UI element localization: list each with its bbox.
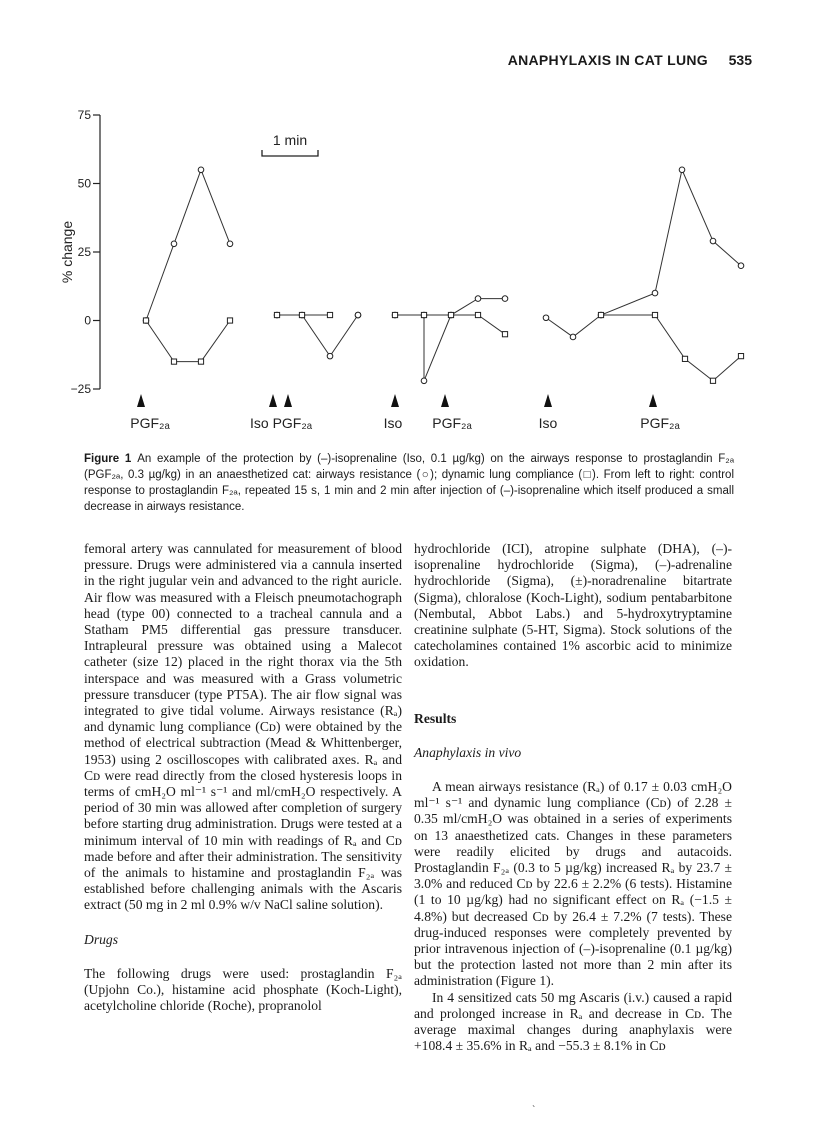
running-title: ANAPHYLAXIS IN CAT LUNG bbox=[507, 52, 708, 68]
resistance-point bbox=[327, 353, 333, 359]
figure-1-chart bbox=[0, 0, 816, 445]
compliance-point bbox=[327, 312, 332, 317]
compliance-point bbox=[143, 318, 148, 323]
compliance-point bbox=[710, 378, 715, 383]
left-paragraph-2: The following drugs were used: prostaglandin F₂ₐ (Upjohn Co.), histamine acid phosphate (Koch-Light), acetylcholine chloride (Roche), propranolol bbox=[84, 965, 402, 1014]
resistance-point bbox=[738, 263, 744, 269]
left-column bbox=[84, 541, 402, 1014]
y-tick-label: 50 bbox=[77, 176, 91, 191]
y-tick-label: 25 bbox=[77, 245, 91, 259]
scale-bar bbox=[262, 132, 318, 156]
marker-label: PGF₂ₐ bbox=[432, 415, 472, 431]
right-paragraph-2: A mean airways resistance (Rₐ) of 0.17 ± 0.03 cmH₂O ml⁻¹ s⁻¹ and dynamic lung compliance (Cᴅ) of 2.28 ± 0.35 ml/cmH₂O was obtained in a series of experiments on 13 anaesthetized cats. Changes in these parameters were readily elicited by drugs and autacoids. Prostaglandin F₂ₐ (0.3 to 5 µg/kg) increased Rₐ by 23.7 ± 3.0% and reduced Cᴅ by 22.6 ± 2.2% (6 tests). Histamine (1 to 10 µg/kg) had no significant effect on Rₐ (−1.5 ± 4.8%) but decreased Cᴅ by 26.4 ± 7.2% (7 tests). These drug-induced responses were completely prevented by prior intravenous injection of (–)-isoprenaline (0.1 µg/kg) but the protection lasted not more than 2 min after its administration (Figure 1). bbox=[414, 779, 732, 989]
drugs-heading: Drugs bbox=[84, 931, 118, 947]
compliance-point bbox=[502, 332, 507, 337]
resistance-line bbox=[546, 170, 741, 337]
right-column bbox=[414, 541, 732, 1054]
resistance-point bbox=[355, 312, 361, 318]
resistance-point bbox=[475, 296, 481, 302]
right-paragraph-3: In 4 sensitized cats 50 mg Ascaris (i.v.) caused a rapid and prolonged increase in Rₐ and decrease in Cᴅ. The average maximal changes during anaphylaxis were +108.4 ± 35.6% in Rₐ and −55.3 ± 8.1% in Cᴅ bbox=[414, 989, 732, 1054]
caption-label: Figure 1 bbox=[84, 453, 132, 465]
caption-text: An example of the protection by (–)-isoprenaline (Iso, 0.1 µg/kg) on the airways response to prostaglandin F₂ₐ (PGF₂ₐ, 0.3 µg/kg) in an anaesthetized cat: airways resistance (○); dynamic lung compliance (□). From left to right: control response to prostaglandin F₂ₐ, repeated 15 s, 1 min and 2 min after injection of (–)-isoprenaline which itself produced a small decrease in airways resistance. bbox=[84, 453, 734, 513]
marker-label: Iso PGF₂ₐ bbox=[250, 415, 312, 431]
compliance-point bbox=[421, 312, 426, 317]
compliance-point bbox=[598, 312, 603, 317]
compliance-point bbox=[227, 318, 232, 323]
resistance-line bbox=[395, 299, 505, 381]
compliance-point bbox=[738, 354, 743, 359]
y-axis-label: % change bbox=[59, 220, 75, 284]
compliance-point bbox=[475, 312, 480, 317]
printer-mark: ` bbox=[532, 1105, 536, 1116]
y-axis bbox=[59, 108, 100, 396]
scale-bar-line bbox=[262, 150, 318, 156]
injection-arrow-icon bbox=[137, 394, 145, 407]
injection-arrow-icon bbox=[284, 394, 292, 407]
anaphylaxis-heading: Anaphylaxis in vivo bbox=[414, 744, 522, 760]
figure-caption bbox=[84, 451, 734, 515]
compliance-point bbox=[198, 359, 203, 364]
compliance-point bbox=[392, 312, 397, 317]
page-number: 535 bbox=[728, 52, 752, 68]
results-heading: Results bbox=[414, 710, 457, 726]
resistance-point bbox=[198, 167, 204, 173]
resistance-line bbox=[146, 170, 230, 321]
compliance-point bbox=[652, 312, 657, 317]
y-tick-label: −25 bbox=[70, 382, 91, 396]
resistance-point bbox=[679, 167, 685, 173]
marker-label: PGF₂ₐ bbox=[130, 415, 170, 431]
resistance-line bbox=[277, 315, 358, 356]
injection-arrow-icon bbox=[441, 394, 449, 407]
injection-markers bbox=[130, 394, 680, 431]
resistance-point bbox=[652, 290, 658, 296]
marker-label: Iso bbox=[383, 415, 403, 431]
resistance-point bbox=[502, 296, 508, 302]
left-paragraph-1: femoral artery was cannulated for measurement of blood pressure. Drugs were administered via a cannula inserted in the right jugular vein and advanced to the right auricle. Air flow was measured with a Fleisch pneumotachograph head (type 00) connected to a tracheal cannula and a Statham PM5 differential gas pressure transducer. Intrapleural pressure was obtained using a Malecot catheter (size 12) placed in the right thorax via the 5th interspace and was measured with a Grass volumetric pressure transducer (type PT5A). The air flow signal was integrated to give tidal volume. Airways resistance (Rₐ) and dynamic lung compliance (Cᴅ) were obtained by the method of electrical subtraction (Mead & Whittenberger, 1953) using 2 oscilloscopes with calibrated axes. Rₐ and Cᴅ were read directly from the closed hysteresis loops in terms of cmH₂O ml⁻¹ s⁻¹ and ml/cmH₂O respectively. A period of 30 min was allowed after completion of surgery before starting drug administration. Drugs were tested at a minimum interval of 10 min with readings of Rₐ and Cᴅ made before and after their administration. The sensitivity of the animals to histamine and prostaglandin F₂ₐ was established before challenging animals with the Ascaris extract (50 mg in 2 ml 0.9% w/v NaCl saline solution). bbox=[84, 541, 402, 913]
compliance-point bbox=[299, 312, 304, 317]
injection-arrow-icon bbox=[391, 394, 399, 407]
y-tick-label: 75 bbox=[77, 108, 91, 122]
compliance-line bbox=[601, 315, 741, 381]
compliance-point bbox=[171, 359, 176, 364]
injection-arrow-icon bbox=[649, 394, 657, 407]
marker-label: Iso bbox=[538, 415, 558, 431]
right-paragraph-1: hydrochloride (ICI), atropine sulphate (DHA), (–)-isoprenaline hydrochloride (Sigma), (–)-adrenaline hydrochloride (Sigma), (±)-noradrenaline bitartrate (Sigma), chloralose (Koch-Light), sodium pentabarbitone (Nembutal, Abbot Labs.) and 5-hydroxytryptamine creatinine sulphate (5-HT, Sigma). Stock solutions of the catecholamines contained 1% ascorbic acid to minimize oxidation. bbox=[414, 541, 732, 670]
injection-arrow-icon bbox=[544, 394, 552, 407]
compliance-point bbox=[448, 312, 453, 317]
resistance-point bbox=[171, 241, 177, 247]
compliance-line bbox=[146, 321, 230, 362]
scale-bar-label: 1 min bbox=[272, 132, 308, 148]
compliance-point bbox=[682, 356, 687, 361]
resistance-point bbox=[570, 334, 576, 340]
injection-arrow-icon bbox=[269, 394, 277, 407]
marker-label: PGF₂ₐ bbox=[640, 415, 680, 431]
resistance-point bbox=[227, 241, 233, 247]
resistance-point bbox=[543, 315, 549, 321]
resistance-point bbox=[710, 238, 716, 244]
y-tick-label: 0 bbox=[84, 313, 91, 328]
plot-area bbox=[143, 167, 744, 384]
resistance-point bbox=[421, 378, 427, 384]
compliance-point bbox=[274, 312, 279, 317]
